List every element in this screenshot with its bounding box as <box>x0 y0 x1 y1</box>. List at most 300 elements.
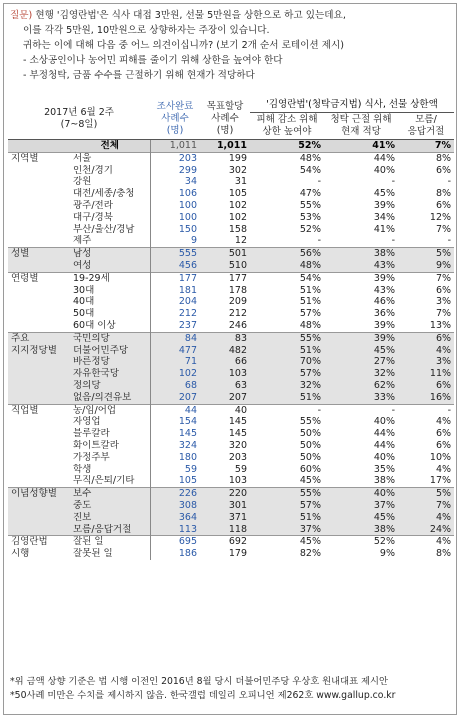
group-label <box>8 464 70 476</box>
group-label: 지지정당별 <box>8 345 70 357</box>
subgroup-label: 모름/응답거절 <box>70 524 150 536</box>
target-count: 12 <box>234 235 247 247</box>
table-row <box>8 548 454 560</box>
subgroup-label: 진보 <box>70 512 150 524</box>
keep-pct: 39% <box>324 332 398 344</box>
table-body <box>8 140 454 560</box>
keep-pct: 40% <box>373 164 395 176</box>
target-count: 1,011 <box>200 140 250 153</box>
table-row <box>8 235 454 247</box>
subgroup-label: 대구/경북 <box>70 212 150 224</box>
unknown-pct: - <box>398 404 454 416</box>
raise-pct: 60% <box>299 463 321 475</box>
total-row <box>8 140 454 153</box>
target-count: 203 <box>228 451 247 463</box>
raise-pct: 55% <box>299 199 321 211</box>
completed-count: 71 <box>150 356 200 368</box>
group-label <box>8 368 70 380</box>
table-row <box>8 464 454 476</box>
raise-pct: 37% <box>250 524 324 536</box>
subgroup-label: 19-29세 <box>70 272 150 284</box>
group-label <box>8 475 70 487</box>
table-row <box>8 416 454 428</box>
keep-pct: 39% <box>373 319 395 331</box>
target-count: 102 <box>228 199 247 211</box>
option-unknown-header: 모름/ 응답거절 <box>398 113 454 140</box>
group-label <box>8 188 70 200</box>
table-row <box>8 224 454 236</box>
group-label <box>8 235 70 247</box>
keep-pct: - <box>324 404 398 416</box>
completed-count: 84 <box>150 332 200 344</box>
raise-pct: 55% <box>299 416 321 428</box>
table-row <box>8 488 454 500</box>
group-label <box>8 165 70 177</box>
table-row <box>8 260 454 272</box>
unknown-pct: 6% <box>435 428 452 440</box>
group-label <box>8 392 70 404</box>
option-keep-header: 청탁 근절 위해 현재 적당 <box>324 113 398 140</box>
target-count: 220 <box>200 488 250 500</box>
subgroup-label: 대전/세종/충청 <box>70 188 150 200</box>
group-label <box>8 320 70 332</box>
subgroup-label: 보수 <box>70 488 150 500</box>
target-count: 199 <box>200 152 250 164</box>
unknown-pct: 12% <box>429 211 452 223</box>
unknown-pct: 6% <box>435 164 452 176</box>
target-count: 105 <box>228 188 247 200</box>
keep-pct: 37% <box>324 500 398 512</box>
completed-count: 145 <box>178 428 197 440</box>
group-label <box>8 356 70 368</box>
table-row <box>8 392 454 404</box>
subgroup-label: 전체 <box>70 140 150 153</box>
unknown-pct: - <box>447 176 452 188</box>
keep-pct: 44% <box>373 428 395 440</box>
group-label <box>8 512 70 524</box>
target-count: 83 <box>200 332 250 344</box>
unknown-pct: 4% <box>398 345 454 357</box>
group-label: 시행 <box>11 548 30 560</box>
target-count: 66 <box>200 356 250 368</box>
group-label: 주요 <box>8 332 70 344</box>
group-label <box>8 224 70 236</box>
keep-pct: 44% <box>373 439 395 451</box>
group-label <box>8 260 70 272</box>
group-label <box>8 416 70 428</box>
completed-count: 100 <box>178 199 197 211</box>
unknown-pct: 17% <box>429 475 452 487</box>
unknown-pct: 3% <box>435 296 452 308</box>
unknown-pct: 4% <box>398 512 454 524</box>
target-count: 103 <box>200 368 250 380</box>
subgroup-label: 국민의당 <box>70 332 150 344</box>
raise-pct: 51% <box>250 345 324 357</box>
question-block <box>10 8 450 83</box>
group-label <box>8 428 70 440</box>
raise-pct: 51% <box>250 512 324 524</box>
unknown-pct: 5% <box>398 248 454 260</box>
completed-count: 102 <box>150 368 200 380</box>
subgroup-label: 제주 <box>70 235 150 247</box>
results-table <box>8 98 454 560</box>
keep-pct: 46% <box>373 296 395 308</box>
keep-pct: 35% <box>373 463 395 475</box>
table-row <box>8 212 454 224</box>
completed-count: 100 <box>178 211 197 223</box>
target-count: 482 <box>200 345 250 357</box>
completed-count: 113 <box>150 524 200 536</box>
completed-count: 59 <box>184 463 197 475</box>
completed-count: 308 <box>150 500 200 512</box>
option-raise-header: 피해 감소 위해 상한 높여야 <box>250 113 324 140</box>
subgroup-label: 더불어민주당 <box>70 345 150 357</box>
unknown-pct: 4% <box>435 463 452 475</box>
option-line-2: - 부정청탁, 금품 수수를 근절하기 위해 현재가 적당하다 <box>23 70 255 81</box>
keep-pct: 41% <box>324 140 398 153</box>
keep-pct: 9% <box>379 548 395 560</box>
unknown-pct: 16% <box>398 392 454 404</box>
subgroup-label: 서울 <box>70 152 150 164</box>
table-row <box>8 440 454 452</box>
completed-count: 177 <box>150 272 200 284</box>
keep-pct: 40% <box>324 488 398 500</box>
subgroup-label: 가정주부 <box>70 452 150 464</box>
unknown-pct: 8% <box>435 188 452 200</box>
target-count: 177 <box>200 272 250 284</box>
group-label <box>8 212 70 224</box>
unknown-pct: 8% <box>435 548 452 560</box>
completed-count: 477 <box>150 345 200 357</box>
keep-pct: 34% <box>373 211 395 223</box>
table-row <box>8 296 454 308</box>
subgroup-label: 없음/의견유보 <box>70 392 150 404</box>
table-row <box>8 200 454 212</box>
raise-pct: 45% <box>250 536 324 548</box>
table-row <box>8 452 454 464</box>
keep-pct: 33% <box>324 392 398 404</box>
unknown-pct: 13% <box>429 319 452 331</box>
target-count: 178 <box>228 284 247 296</box>
subgroup-label: 40대 <box>70 296 150 308</box>
raise-pct: 32% <box>250 380 324 392</box>
unknown-pct: 11% <box>398 368 454 380</box>
table-row <box>8 320 454 332</box>
keep-pct: 44% <box>324 152 398 164</box>
raise-pct: 82% <box>299 548 321 560</box>
unknown-pct: 7% <box>398 140 454 153</box>
table-row <box>8 285 454 297</box>
group-label: 연령별 <box>8 272 70 284</box>
target-count: 40 <box>200 404 250 416</box>
table-row <box>8 308 454 320</box>
subgroup-label: 남성 <box>70 248 150 260</box>
target-count: 207 <box>200 392 250 404</box>
target-count: 158 <box>228 223 247 235</box>
unknown-pct: 4% <box>435 416 452 428</box>
completed-count: 695 <box>150 536 200 548</box>
completed-count: 154 <box>178 416 197 428</box>
keep-pct: 39% <box>373 199 395 211</box>
subgroup-label: 바른정당 <box>70 356 150 368</box>
completed-count: 106 <box>178 188 197 200</box>
table-row <box>8 188 454 200</box>
subgroup-label: 블루칼라 <box>70 428 150 440</box>
raise-pct: 48% <box>299 319 321 331</box>
target-count: 320 <box>228 439 247 451</box>
group-label <box>8 452 70 464</box>
table-row <box>8 272 454 284</box>
target-count: 510 <box>200 260 250 272</box>
keep-pct: - <box>391 235 395 247</box>
keep-pct: 45% <box>324 345 398 357</box>
completed-count: 203 <box>150 152 200 164</box>
completed-count: 34 <box>184 176 197 188</box>
target-count: 692 <box>200 536 250 548</box>
completed-count: 150 <box>178 223 197 235</box>
raise-pct: 51% <box>299 296 321 308</box>
option-line-1: - 소상공인이나 농어민 피해를 줄이기 위해 상한을 높여야 한다 <box>23 55 283 66</box>
raise-pct: 54% <box>299 164 321 176</box>
target-count: 103 <box>228 475 247 487</box>
raise-pct: 47% <box>299 188 321 200</box>
keep-pct: 40% <box>373 416 395 428</box>
group-label <box>8 440 70 452</box>
survey-date-header: 2017년 6월 2주 (7~8일) <box>8 98 150 140</box>
raise-pct: 55% <box>250 488 324 500</box>
raise-pct: 53% <box>299 211 321 223</box>
completed-count: 364 <box>150 512 200 524</box>
target-count: 501 <box>200 248 250 260</box>
keep-pct: 38% <box>324 248 398 260</box>
subgroup-label: 학생 <box>70 464 150 476</box>
keep-pct: 52% <box>324 536 398 548</box>
table-row <box>8 512 454 524</box>
subgroup-label: 여성 <box>70 260 150 272</box>
table-row <box>8 248 454 260</box>
table-row <box>8 380 454 392</box>
unknown-pct: 8% <box>398 152 454 164</box>
keep-pct: 41% <box>373 223 395 235</box>
group-label <box>8 200 70 212</box>
group-label: 이념성향별 <box>8 488 70 500</box>
subgroup-label: 잘된 일 <box>70 536 150 548</box>
target-count: 302 <box>228 164 247 176</box>
completed-count: 181 <box>178 284 197 296</box>
target-count: 212 <box>228 308 247 320</box>
target-count: 118 <box>200 524 250 536</box>
group-label <box>8 296 70 308</box>
completed-count: 555 <box>150 248 200 260</box>
raise-pct: 56% <box>250 248 324 260</box>
group-label: 성별 <box>8 248 70 260</box>
raise-pct: 57% <box>250 500 324 512</box>
raise-pct: 45% <box>299 475 321 487</box>
target-count: 102 <box>228 211 247 223</box>
completed-count: 212 <box>178 308 197 320</box>
target-sample-header: 목표할당 사례수 (명) <box>200 98 250 140</box>
unknown-pct: 7% <box>398 272 454 284</box>
keep-pct: 43% <box>373 284 395 296</box>
table-row <box>8 368 454 380</box>
completed-count: 68 <box>150 380 200 392</box>
question-line-1: 질문) 현행 '김영란법'은 식사 대접 3만원, 선물 5만원을 상한으로 하고 있는데요, <box>10 10 346 21</box>
keep-pct: 39% <box>324 272 398 284</box>
group-label <box>8 500 70 512</box>
keep-pct: 36% <box>373 308 395 320</box>
keep-pct: 45% <box>373 188 395 200</box>
completed-count: 207 <box>150 392 200 404</box>
keep-pct: 27% <box>324 356 398 368</box>
keep-pct: - <box>391 176 395 188</box>
keep-pct: 40% <box>373 451 395 463</box>
raise-pct: 52% <box>299 223 321 235</box>
subgroup-label: 부산/울산/경남 <box>70 224 150 236</box>
subgroup-label: 화이트칼라 <box>70 440 150 452</box>
completed-count: 204 <box>178 296 197 308</box>
target-count: 179 <box>228 548 247 560</box>
table-row <box>8 475 454 487</box>
completed-count: 237 <box>178 319 197 331</box>
subgroup-label: 정의당 <box>70 380 150 392</box>
unknown-pct: 7% <box>398 500 454 512</box>
group-label: 지역별 <box>8 152 70 164</box>
unknown-pct: 10% <box>429 451 452 463</box>
subgroup-label: 중도 <box>70 500 150 512</box>
question-line-2: 이를 각각 5만원, 10만원으로 상향하자는 주장이 있습니다. <box>23 25 270 36</box>
unknown-pct: 5% <box>398 488 454 500</box>
group-label <box>8 140 70 153</box>
unknown-pct: 6% <box>435 439 452 451</box>
unknown-pct: 7% <box>435 223 452 235</box>
subgroup-label: 농/임/어업 <box>70 404 150 416</box>
subgroup-label: 60대 이상 <box>70 320 150 332</box>
table-row <box>8 536 454 548</box>
target-count: 63 <box>200 380 250 392</box>
keep-pct: 32% <box>324 368 398 380</box>
unknown-pct: - <box>447 235 452 247</box>
completed-sample-header: 조사완료 사례수 (명) <box>150 98 200 140</box>
subgroup-label: 무직/은퇴/기타 <box>70 475 150 487</box>
raise-pct: 50% <box>299 428 321 440</box>
keep-pct: 45% <box>324 512 398 524</box>
completed-count: 9 <box>190 235 197 247</box>
target-count: 301 <box>200 500 250 512</box>
raise-pct: - <box>250 404 324 416</box>
raise-pct: 70% <box>250 356 324 368</box>
unknown-pct: 6% <box>435 199 452 211</box>
group-label <box>8 308 70 320</box>
completed-count: 1,011 <box>150 140 200 153</box>
target-count: 209 <box>228 296 247 308</box>
raise-pct: 51% <box>250 392 324 404</box>
table-row <box>8 152 454 164</box>
completed-count: 456 <box>150 260 200 272</box>
completed-count: 186 <box>178 548 197 560</box>
unknown-pct: 6% <box>398 380 454 392</box>
completed-count: 105 <box>178 475 197 487</box>
table-row <box>8 165 454 177</box>
target-count: 371 <box>200 512 250 524</box>
raise-pct: - <box>317 235 321 247</box>
raise-pct: 57% <box>299 308 321 320</box>
keep-pct: 62% <box>324 380 398 392</box>
target-count: 145 <box>228 428 247 440</box>
table-row <box>8 332 454 344</box>
completed-count: 180 <box>178 451 197 463</box>
subgroup-label: 50대 <box>70 308 150 320</box>
keep-pct: 43% <box>324 260 398 272</box>
raise-pct: 54% <box>250 272 324 284</box>
raise-pct: 55% <box>250 332 324 344</box>
unknown-pct: 9% <box>398 260 454 272</box>
group-label: 직업별 <box>8 404 70 416</box>
completed-count: 44 <box>150 404 200 416</box>
keep-pct: 38% <box>324 524 398 536</box>
question-line-3: 귀하는 이에 대해 다음 중 어느 의견이십니까? (보기 2개 순서 로테이션 제시) <box>23 40 344 51</box>
group-label <box>8 176 70 188</box>
table-row <box>8 345 454 357</box>
table-row <box>8 500 454 512</box>
raise-pct: 48% <box>250 260 324 272</box>
unknown-pct: 6% <box>435 284 452 296</box>
group-label <box>8 285 70 297</box>
subgroup-label: 자유한국당 <box>70 368 150 380</box>
target-count: 145 <box>228 416 247 428</box>
footnote-1: *위 금액 상향 기준은 법 시행 이전인 2016년 8월 당시 더불어민주당 우상호 원내대표 제시안 <box>10 676 388 687</box>
completed-count: 226 <box>150 488 200 500</box>
completed-count: 324 <box>178 439 197 451</box>
unknown-pct: 6% <box>398 332 454 344</box>
table-row <box>8 176 454 188</box>
table-row <box>8 404 454 416</box>
subgroup-label: 인천/경기 <box>70 165 150 177</box>
raise-pct: 50% <box>299 439 321 451</box>
table-row <box>8 356 454 368</box>
subgroup-label: 잘못된 일 <box>70 548 150 560</box>
group-label <box>8 524 70 536</box>
completed-count: 299 <box>178 164 197 176</box>
question-label: 질문) <box>10 10 33 21</box>
unknown-pct: 3% <box>398 356 454 368</box>
subgroup-label: 광주/전라 <box>70 200 150 212</box>
raise-pct: 50% <box>299 451 321 463</box>
raise-pct: 52% <box>250 140 324 153</box>
group-header: '김영란법'(청탁금지법) 식사, 선물 상한액 <box>250 98 454 113</box>
subgroup-label: 자영업 <box>70 416 150 428</box>
raise-pct: 48% <box>250 152 324 164</box>
raise-pct: 57% <box>250 368 324 380</box>
unknown-pct: 4% <box>398 536 454 548</box>
target-count: 59 <box>234 463 247 475</box>
keep-pct: 38% <box>373 475 395 487</box>
table-header <box>8 98 454 140</box>
footnotes <box>10 675 454 703</box>
footnote-2: *50사례 미만은 수치를 제시하지 않음. 한국갤럽 데일리 오피니언 제262호 www.gallup.co.kr <box>10 690 396 701</box>
table-row <box>8 524 454 536</box>
unknown-pct: 7% <box>435 308 452 320</box>
group-label <box>8 380 70 392</box>
subgroup-label: 강원 <box>70 176 150 188</box>
unknown-pct: 24% <box>398 524 454 536</box>
raise-pct: 51% <box>299 284 321 296</box>
subgroup-label: 30대 <box>70 285 150 297</box>
raise-pct: - <box>317 176 321 188</box>
table-row <box>8 428 454 440</box>
target-count: 31 <box>234 176 247 188</box>
target-count: 246 <box>228 319 247 331</box>
group-label: 김영란법 <box>8 536 70 548</box>
